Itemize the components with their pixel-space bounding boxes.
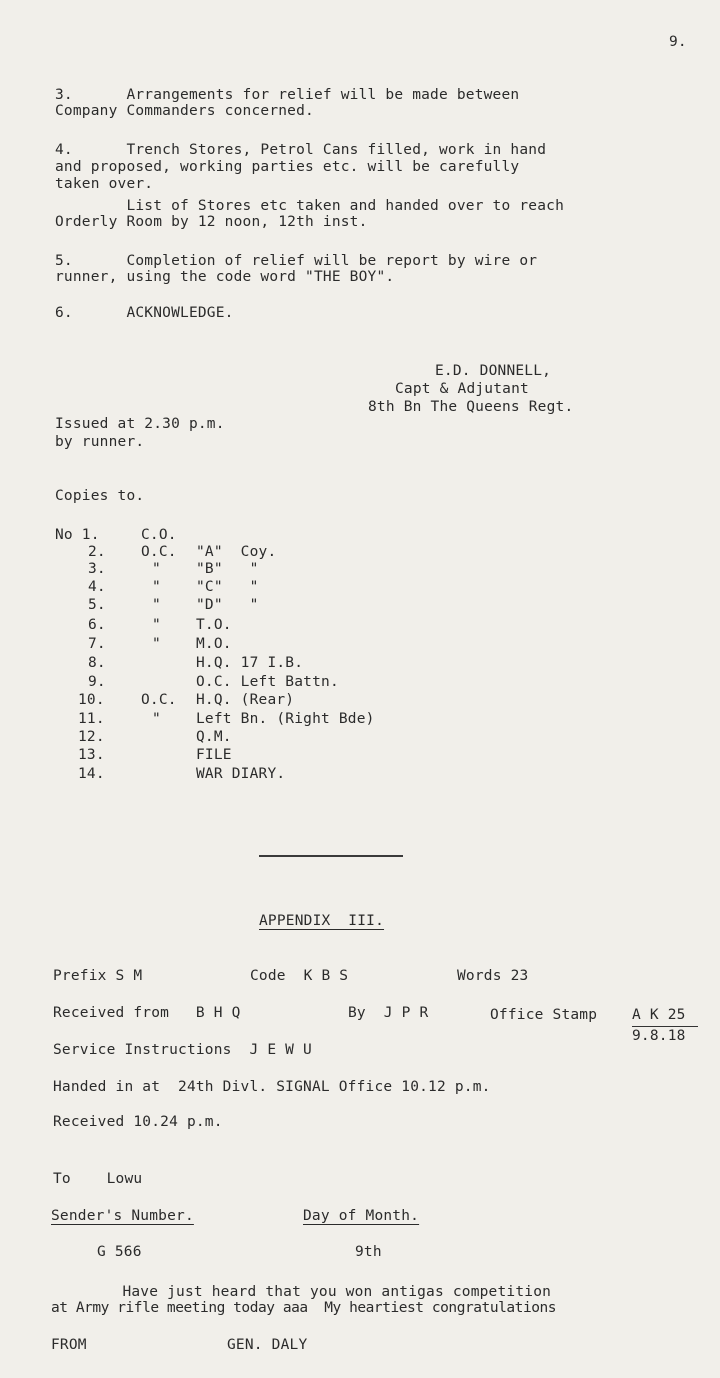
appendix-title: APPENDIX III. bbox=[259, 913, 385, 929]
copy-recipient: Left Bn. (Right Bde) bbox=[196, 711, 375, 727]
copy-number: 4. bbox=[88, 579, 106, 595]
copy-number: 8. bbox=[88, 655, 106, 671]
service-instructions-field: Service Instructions J E W U bbox=[53, 1042, 312, 1058]
copy-number: 7. bbox=[88, 636, 106, 652]
paragraph-5-line-2: runner, using the code word "THE BOY". bbox=[55, 269, 395, 285]
paragraph-4-line-4: List of Stores etc taken and handed over to reach bbox=[55, 198, 564, 214]
copy-recipient: T.O. bbox=[196, 617, 232, 633]
copy-prefix: " bbox=[152, 579, 161, 595]
day-of-month-label: Day of Month. bbox=[303, 1208, 420, 1224]
senders-number-label: Sender's Number. bbox=[51, 1208, 194, 1224]
copy-recipient: "D" " bbox=[196, 597, 259, 613]
words-field: Words 23 bbox=[457, 968, 529, 984]
copy-prefix: " bbox=[152, 711, 161, 727]
copy-recipient: WAR DIARY. bbox=[196, 766, 286, 782]
copy-number: 6. bbox=[88, 617, 106, 633]
copy-number: 5. bbox=[88, 597, 106, 613]
paragraph-4-line-5: Orderly Room by 12 noon, 12th inst. bbox=[55, 214, 368, 230]
message-line-2: at Army rifle meeting today aaa My heartiest congratulations bbox=[51, 1300, 557, 1316]
page-number: 9. bbox=[669, 34, 687, 50]
received-from-field: Received from B H Q bbox=[53, 1005, 241, 1021]
section-divider bbox=[259, 855, 403, 857]
signature-name: E.D. DONNELL, bbox=[435, 363, 552, 379]
copy-prefix: O.C. bbox=[141, 544, 177, 560]
copy-recipient: "C" " bbox=[196, 579, 259, 595]
prefix-field: Prefix S M bbox=[53, 968, 143, 984]
copy-recipient: "B" " bbox=[196, 561, 259, 577]
copy-number: 11. bbox=[78, 711, 105, 727]
copy-recipient: O.C. Left Battn. bbox=[196, 674, 339, 690]
copy-number: 14. bbox=[78, 766, 105, 782]
from-label: FROM bbox=[51, 1337, 87, 1353]
paragraph-3-line-1: 3. Arrangements for relief will be made between bbox=[55, 87, 520, 103]
issued-line-1: Issued at 2.30 p.m. bbox=[55, 416, 225, 432]
by-field: By J P R bbox=[348, 1005, 429, 1021]
copy-number: No 1. bbox=[55, 527, 100, 543]
copy-recipient: "A" Coy. bbox=[196, 544, 277, 560]
copy-prefix: " bbox=[152, 617, 161, 633]
day-of-month-value: 9th bbox=[355, 1244, 382, 1260]
office-stamp-label: Office Stamp bbox=[490, 1007, 598, 1023]
copy-prefix: " bbox=[152, 561, 161, 577]
paragraph-5-line-1: 5. Completion of relief will be report by wire or bbox=[55, 253, 538, 269]
copy-recipient: H.Q. 17 I.B. bbox=[196, 655, 304, 671]
paragraph-6: 6. ACKNOWLEDGE. bbox=[55, 305, 234, 321]
issued-line-2: by runner. bbox=[55, 434, 145, 450]
paragraph-4-line-3: taken over. bbox=[55, 176, 154, 192]
copy-prefix: C.O. bbox=[141, 527, 177, 543]
copy-number: 2. bbox=[88, 544, 106, 560]
copy-recipient: M.O. bbox=[196, 636, 232, 652]
copy-prefix: O.C. bbox=[141, 692, 177, 708]
signature-rank: Capt & Adjutant bbox=[395, 381, 529, 397]
handed-in-field: Handed in at 24th Divl. SIGNAL Office 10.12 p.m. bbox=[53, 1079, 491, 1095]
copies-heading: Copies to. bbox=[55, 488, 145, 504]
signature-unit: 8th Bn The Queens Regt. bbox=[368, 399, 574, 415]
copy-number: 3. bbox=[88, 561, 106, 577]
copy-recipient: FILE bbox=[196, 747, 232, 763]
to-field: To Lowu bbox=[53, 1171, 143, 1187]
office-stamp-top: A K 25 bbox=[632, 1007, 686, 1023]
copy-prefix: " bbox=[152, 636, 161, 652]
copy-recipient: H.Q. (Rear) bbox=[196, 692, 295, 708]
paragraph-4-line-2: and proposed, working parties etc. will be carefully bbox=[55, 159, 520, 175]
office-stamp-bottom: 9.8.18 bbox=[632, 1028, 686, 1044]
received-time-field: Received 10.24 p.m. bbox=[53, 1114, 223, 1130]
code-field: Code K B S bbox=[250, 968, 349, 984]
copy-number: 12. bbox=[78, 729, 105, 745]
copy-prefix: " bbox=[152, 597, 161, 613]
copy-number: 10. bbox=[78, 692, 105, 708]
paragraph-3-line-2: Company Commanders concerned. bbox=[55, 103, 314, 119]
paragraph-4-line-1: 4. Trench Stores, Petrol Cans filled, work in hand bbox=[55, 142, 547, 158]
copy-number: 13. bbox=[78, 747, 105, 763]
from-value: GEN. DALY bbox=[227, 1337, 308, 1353]
copy-recipient: Q.M. bbox=[196, 729, 232, 745]
senders-number-value: G 566 bbox=[97, 1244, 142, 1260]
message-line-1: Have just heard that you won antigas competition bbox=[51, 1284, 552, 1300]
copy-number: 9. bbox=[88, 674, 106, 690]
